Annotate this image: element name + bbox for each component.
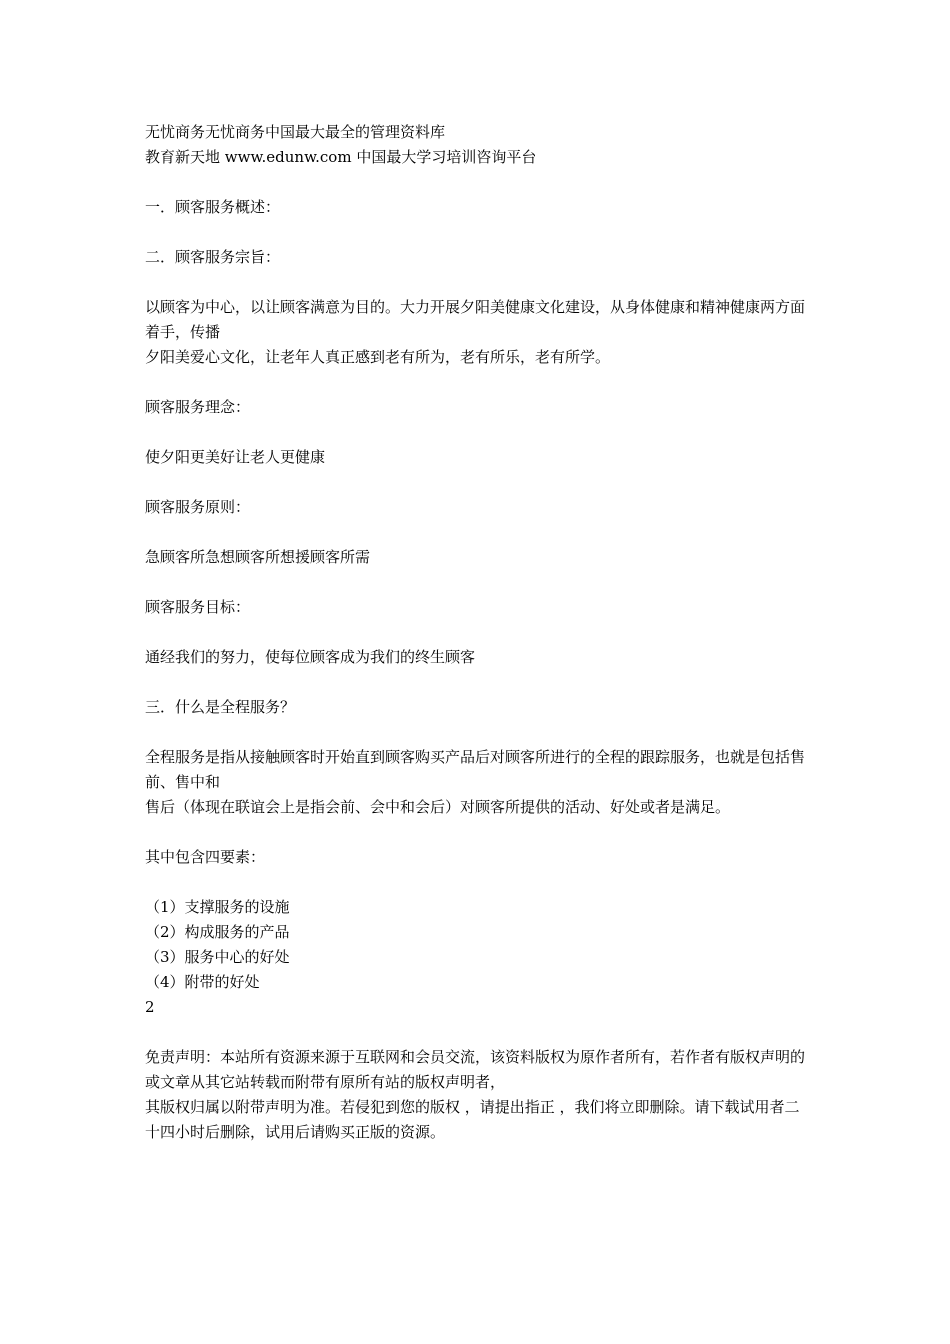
principle-text: 急顾客所急想顾客所想援顾客所需 bbox=[145, 548, 371, 566]
spacer bbox=[145, 220, 810, 245]
spacer bbox=[145, 820, 810, 845]
purpose-paragraph-line-1: 以顾客为中心，以让顾客满意为目的。大力开展夕阳美健康文化建设，从身体健康和精神健康两方面着手，传播 bbox=[145, 298, 806, 341]
spacer bbox=[145, 620, 810, 645]
header-line-2: 教育新天地 www.edunw.com 中国最大学习培训咨询平台 bbox=[145, 148, 537, 166]
spacer bbox=[145, 420, 810, 445]
section-3-heading: 三．什么是全程服务？ bbox=[145, 698, 296, 716]
spacer bbox=[145, 270, 810, 295]
spacer bbox=[145, 670, 810, 695]
concept-heading: 顾客服务理念： bbox=[145, 398, 251, 416]
full-service-line-1: 全程服务是指从接触顾客时开始直到顾客购买产品后对顾客所进行的全程的跟踪服务，也就是包括售前、售中和 bbox=[145, 748, 806, 791]
disclaimer-line-2: 其版权归属以附带声明为准。若侵犯到您的版权 ，请提出指正 ，我们将立即删除。请下载试用者二十四小时后删除，试用后请购买正版的资源。 bbox=[145, 1098, 800, 1141]
list-item: （1）支撑服务的设施 bbox=[145, 898, 290, 916]
list-item: （3）服务中心的好处 bbox=[145, 948, 290, 966]
section-1-heading: 一．顾客服务概述： bbox=[145, 198, 281, 216]
spacer bbox=[145, 170, 810, 195]
spacer bbox=[145, 570, 810, 595]
list-item: （4）附带的好处 bbox=[145, 973, 260, 991]
header-line-1: 无忧商务无忧商务中国最大最全的管理资料库 bbox=[145, 123, 446, 141]
spacer bbox=[145, 520, 810, 545]
concept-text: 使夕阳更美好让老人更健康 bbox=[145, 448, 326, 466]
goal-text: 通经我们的努力，使每位顾客成为我们的终生顾客 bbox=[145, 648, 476, 666]
page-number: 2 bbox=[145, 998, 155, 1016]
purpose-paragraph-line-2: 夕阳美爱心文化，让老年人真正感到老有所为，老有所乐，老有所学。 bbox=[145, 348, 611, 366]
spacer bbox=[145, 870, 810, 895]
full-service-line-2: 售后（体现在联谊会上是指会前、会中和会后）对顾客所提供的活动、好处或者是满足。 bbox=[145, 798, 731, 816]
document-page bbox=[145, 120, 810, 1145]
elements-heading: 其中包含四要素： bbox=[145, 848, 266, 866]
spacer bbox=[145, 470, 810, 495]
spacer bbox=[145, 720, 810, 745]
goal-heading: 顾客服务目标： bbox=[145, 598, 251, 616]
disclaimer-line-1: 免责声明：本站所有资源来源于互联网和会员交流，该资料版权为原作者所有，若作者有版权声明的或文章从其它站转载而附带有原所有站的版权声明者， bbox=[145, 1048, 806, 1091]
principle-heading: 顾客服务原则： bbox=[145, 498, 251, 516]
list-item: （2）构成服务的产品 bbox=[145, 923, 290, 941]
section-2-heading: 二．顾客服务宗旨： bbox=[145, 248, 281, 266]
spacer bbox=[145, 370, 810, 395]
spacer bbox=[145, 1020, 810, 1045]
